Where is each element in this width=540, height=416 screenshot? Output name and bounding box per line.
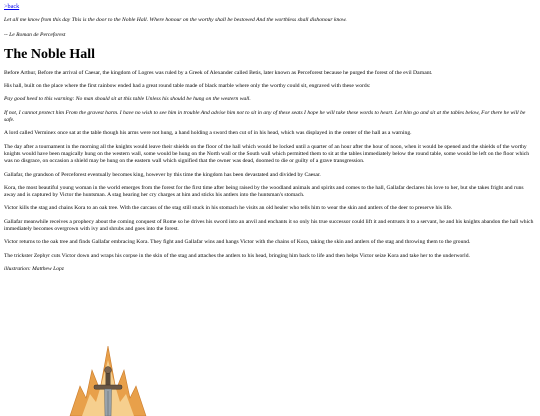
paragraph-prophecy: Gallafar meanwhile receives a prophecy about the coming conquest of Rome so he drives his sword into an anvil and enchants it so only his true successor could lift it and entrusts it to a servant, he and his knights abandon the hall which immediately becomes overgrown with ivy and shrubs and goes into the forest.	[4, 218, 534, 233]
back-link[interactable]: >back	[4, 3, 20, 10]
paragraph-tournament: The day after a tournament in the morning all the knights would leave their shields on the floor of the hall which would be locked until a quarter of an hour after the hour of noon, when it would be opened and the shields of the worthy knights would have been magically hung on the western wall, some would be hung on the North wall or the South wall which permitted them to sit at the tables immediately below the round table, some would be left on the floor which was no disgrace, on occasion a shield may be hung on the eastern wall which signified that the owner was dead, doomed to die or guilty of a grave transgression.	[4, 143, 530, 165]
inscription-2: If not, I cannot protect him From the gravest harm. I have no wish to see him in trouble And advise him not to sit in any of these seats I hope he will take these words to heart. Let him go and sit at the tables below, For there he will be safe.	[4, 109, 526, 124]
illustration-credit: illustration: Matthew Lopz	[4, 265, 64, 272]
page-title: The Noble Hall	[4, 46, 96, 62]
epigraph: Let all me know from this day This is the door to the Noble Hall. Where honour on the worthy shall be bestowed And the worthless shall dishonour know.	[4, 17, 347, 24]
paragraph-gallafar: Gallafar, the grandson of Perceforest eventually becomes king, however by this time the kingdom has been devastated and divided by Caesar.	[4, 171, 321, 178]
epigraph-attribution: -- Le Roman de Perceforest	[4, 31, 66, 38]
paragraph-kora: Kora, the most beautiful young woman in the world emerges from the forest for the first time after being raised by the woodland animals and spirits and comes to the hall, Gallafar declares his love to her, but she takes fright and runs away and is captured by Victor the huntsman. A stag hearing her cry charges at him and sticks his antlers into the huntsman's stomach.	[4, 184, 524, 199]
paragraph-victor: Victor kills the stag and chains Kora to an oak tree. With the carcass of the stag still stuck in his stomach he visits an old healer who tells him to wear the skin and antlers of the deer to preserve his life.	[4, 205, 453, 212]
paragraph-verminex: A lord called Verminex once sat at the table though his arms were not hung, a hand holding a sword then cut of in his head, which was displayed in the center of the hall as a warning.	[4, 130, 412, 137]
sword-illustration	[66, 346, 150, 416]
inscription-1: Pay good heed to this warning: No man should sit at this table Unless his should be hung on the western wall.	[4, 96, 251, 103]
paragraph-zephyr: The trickster Zephyr cuts Victor down and wraps his corpse in the skin of the stag and attaches the antlers to his head, bringing him back to life and then helps Victor seize Kora and take her to the underworld.	[4, 252, 470, 259]
paragraph-fight: Victor returns to the oak tree and finds Gallafar embracing Kora. They fight and Gallafar wins and hangs Victor with the chains of Kora, taking the skin and antlers of the stag and throwing them to the ground.	[4, 239, 471, 246]
sword-crossguard	[94, 385, 122, 389]
paragraph-hall: His hall, built on the place where the first rainbow ended had a great round table made of black marble where only the worthy could sit, engraved with these words:	[4, 83, 371, 90]
sword-pommel	[105, 367, 112, 374]
paragraph-intro: Before Arthur, Before the arrival of Caesar, the kingdom of Logres was ruled by a Greek of Alexander called Betis, later known as Perceforest because he purged the forest of the evil Darnant.	[4, 69, 433, 76]
